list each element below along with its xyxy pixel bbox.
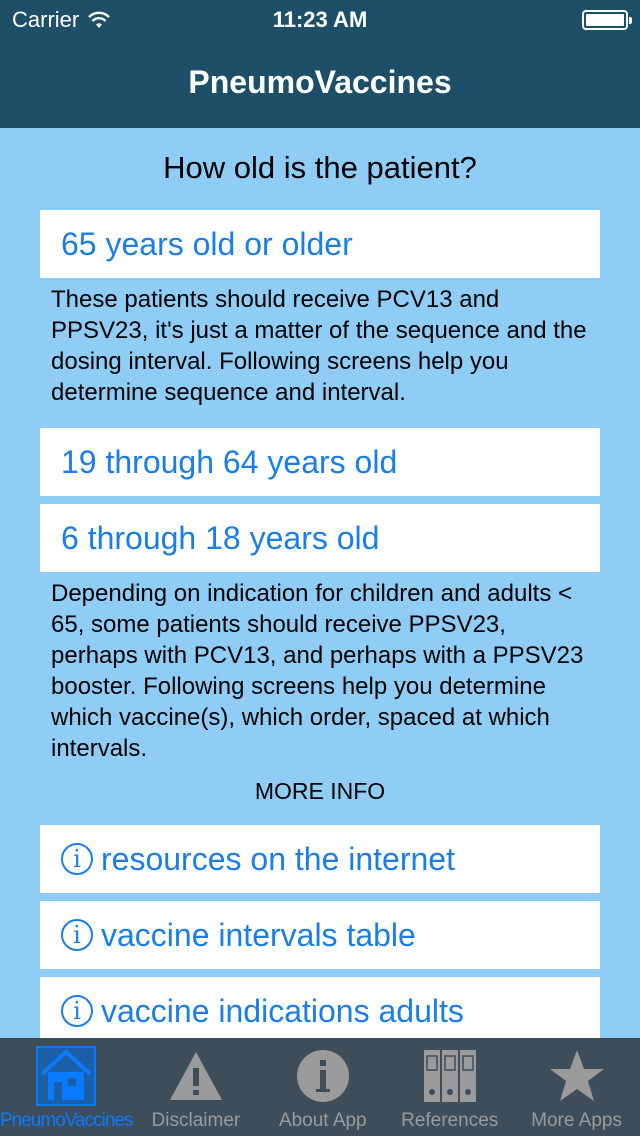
tab-disclaimer[interactable] bbox=[132, 1038, 259, 1136]
age-option-label: 6 through 18 years old bbox=[61, 519, 380, 556]
link-label: vaccine indications adults bbox=[101, 992, 464, 1029]
age-option-19-64[interactable] bbox=[40, 428, 600, 496]
info-circle-icon: i bbox=[61, 919, 93, 951]
top-bar bbox=[0, 0, 640, 128]
tab-label: About App bbox=[278, 1110, 367, 1131]
age-under-65-description: Depending on indication for children and adults < 65, some patients should receive PPSV23, perhaps with PCV13, and perhaps with a PPSV23 booster. Following screens help you determine which vaccine(s), which order, spaced at which intervals. bbox=[51, 580, 584, 762]
house-icon bbox=[34, 1044, 98, 1108]
main-content[interactable] bbox=[0, 128, 640, 1038]
link-vaccine-indications-adults[interactable] bbox=[40, 977, 600, 1038]
age-option-65-plus[interactable] bbox=[40, 210, 600, 278]
tab-label: PneumoVaccines bbox=[0, 1110, 133, 1131]
tab-more-apps[interactable] bbox=[513, 1038, 640, 1136]
tab-pneumovaccines[interactable] bbox=[0, 1038, 132, 1136]
page-title: PneumoVaccines bbox=[188, 64, 452, 100]
question-heading: How old is the patient? bbox=[163, 150, 477, 185]
status-bar bbox=[0, 0, 640, 40]
info-circle-icon: i bbox=[61, 995, 93, 1027]
tab-label: Disclaimer bbox=[151, 1110, 241, 1131]
tab-bar bbox=[0, 1038, 640, 1136]
tab-label: References bbox=[401, 1110, 499, 1131]
age-65-description: These patients should receive PCV13 and PPSV23, it's just a matter of the sequence and the dosing interval. Following screens help you determine sequence and interval. bbox=[51, 286, 587, 406]
info-circle-icon: i bbox=[61, 843, 93, 875]
tab-about-app[interactable] bbox=[259, 1038, 386, 1136]
binders-icon bbox=[418, 1044, 482, 1108]
more-info-heading: MORE INFO bbox=[254, 778, 386, 804]
tab-references[interactable] bbox=[386, 1038, 513, 1136]
age-option-6-18[interactable] bbox=[40, 504, 600, 572]
star-icon bbox=[545, 1044, 609, 1108]
link-label: resources on the internet bbox=[101, 840, 455, 877]
clock: 11:23 AM bbox=[272, 7, 368, 32]
carrier-label: Carrier bbox=[12, 7, 80, 32]
link-resources-internet[interactable] bbox=[40, 825, 600, 893]
link-label: vaccine intervals table bbox=[101, 916, 416, 953]
info-icon bbox=[291, 1044, 355, 1108]
link-vaccine-intervals-table[interactable] bbox=[40, 901, 600, 969]
warning-icon bbox=[164, 1044, 228, 1108]
tab-label: More Apps bbox=[531, 1110, 622, 1131]
age-option-label: 65 years old or older bbox=[61, 225, 353, 262]
age-option-label: 19 through 64 years old bbox=[61, 443, 398, 480]
battery-icon bbox=[582, 10, 628, 30]
